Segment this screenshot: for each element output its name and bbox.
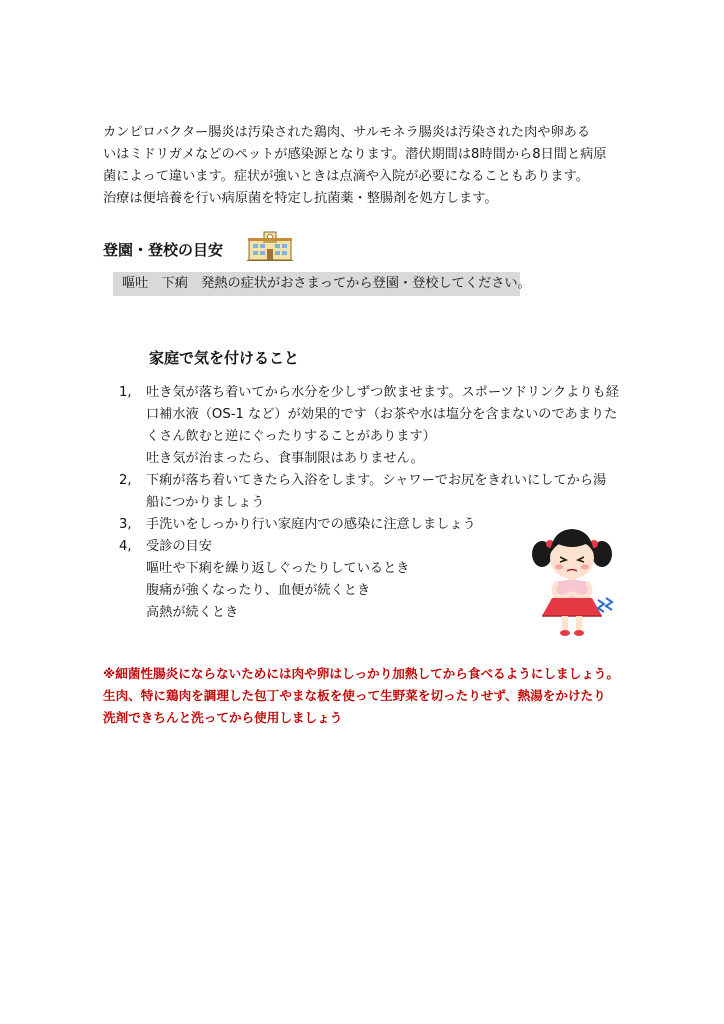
school-building-icon [247,228,293,262]
list-item-number: 1, [119,385,132,400]
list-item [119,382,627,470]
attendance-title: 登園・登校の目安 [103,241,224,259]
list-item [119,470,627,514]
list-item-number: 4, [119,539,132,554]
list-item-line: 下痢が落ち着いてきたら入浴をします。シャワーでお尻をきれいにしてから湯 [146,473,607,488]
list-item-line: 腹痛が強くなったり、血便が続くとき [146,583,371,598]
list-item-line: くさん飲むと逆にぐったりすることがあります） [146,429,436,444]
intro-line: カンピロバクター腸炎は汚染された鶏肉、サルモネラ腸炎は汚染された肉や卵ある [103,125,591,140]
list-item-line: 吐き気が治まったら、食事制限はありません。 [146,451,424,466]
list-item-number: 3, [119,517,132,532]
list-item-line: 嘔吐や下痢を繰り返しぐったりしているとき [146,561,410,576]
girl-stomachache-icon [528,514,620,638]
intro-line: 菌によって違います。症状が強いときは点滴や入院が必要になることもあります。 [103,169,589,184]
list-item-line: 高熱が続くとき [146,605,239,620]
list-item-line: 吐き気が落ち着いてから水分を少しずつ飲ませます。スポーツドリンクよりも経 [146,385,619,400]
list-item-line: 手洗いをしっかり行い家庭内での感染に注意しましょう [146,517,476,532]
list-item-number: 2, [119,473,132,488]
list-item-line: 船につかりましょう [146,495,265,510]
note-line: ※細菌性腸炎にならないためには肉や卵はしっかり加熱してから食べるようにしましょう。 [103,666,619,681]
home-care-title: 家庭で気を付けること [149,349,300,367]
note-line: 生肉、特に鶏肉を調理した包丁やまな板を使って生野菜を切ったりせず、熱湯をかけたり [103,688,606,703]
intro-line: 治療は便培養を行い病原菌を特定し抗菌薬・整腸剤を処方します。 [103,191,498,206]
intro-line: いはミドリガメなどのペットが感染源となります。潜伏期間は8時間から8日間と病原 [103,147,607,162]
list-item-line: 口補水液（OS-1 など）が効果的です（お茶や水は塩分を含まないのであまりた [146,407,618,422]
intro-paragraph [103,122,623,210]
attendance-highlight-text: 嘔吐 下痢 発熱の症状がおさまってから登園・登校してください。 [122,276,531,291]
list-item-line: 受診の目安 [146,539,212,554]
attendance-highlight [113,272,531,296]
note-line: 洗剤できちんと洗ってから使用しましょう [103,710,343,725]
hygiene-note [103,663,633,729]
